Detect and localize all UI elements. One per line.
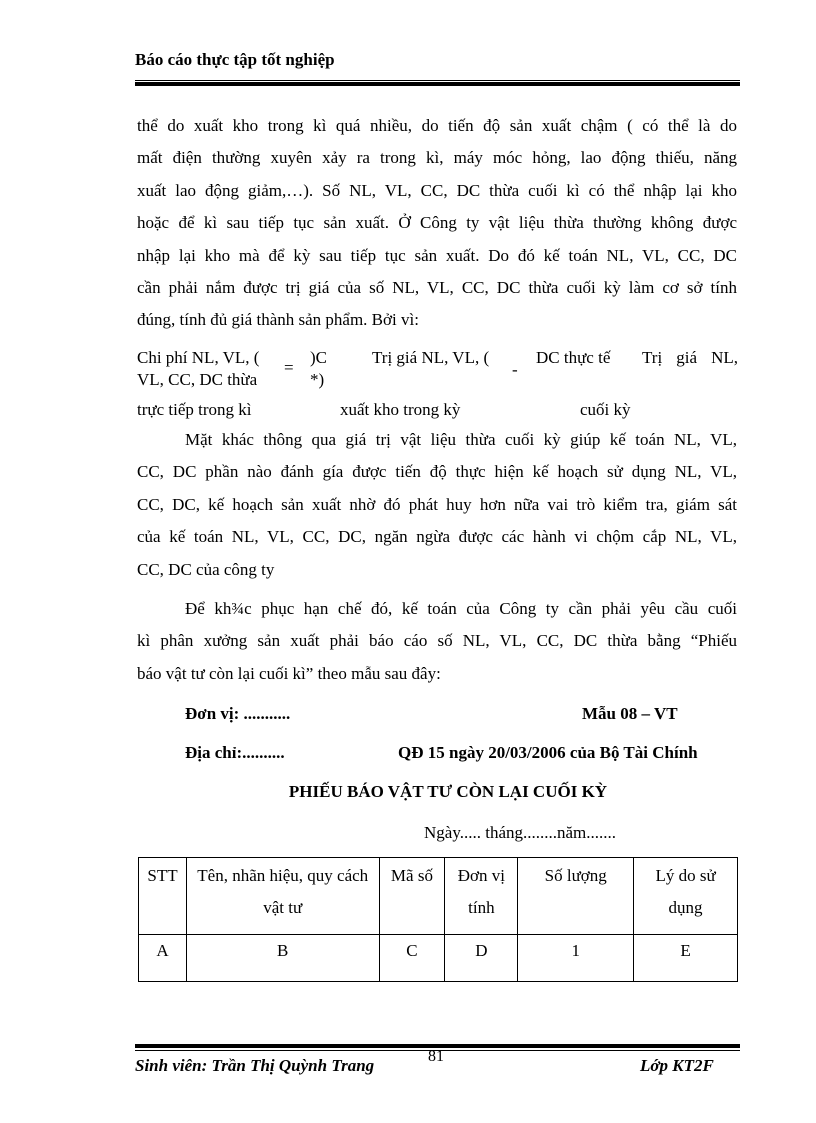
formula-term-1-line-2: VL, CC, DC thừa	[137, 370, 258, 389]
text-line: của kế toán NL, VL, CC, DC, ngăn ngừa được các hành vi chộm cắp NL, VL,	[137, 527, 737, 547]
text-line: mất điện thường xuyên xảy ra trong kì, máy móc hỏng, lao động thiếu, năng	[137, 148, 737, 168]
footer-class: Lớp KT2F	[640, 1056, 714, 1075]
text-line: cần phải nắm được trị giá của số NL, VL, CC, DC thừa cuối kỳ làm cơ sở tính	[137, 278, 737, 298]
text-line: CC, DC phần nào đánh gía được tiến độ thực hiện kế hoạch sử dụng NL, VL,	[137, 462, 737, 482]
body-paragraph-1	[137, 110, 737, 337]
formula-fragment: )C	[310, 348, 327, 367]
text-line: hoặc để kì sau tiếp tục sản xuất. Ở Công ty vật liệu thừa thường không được	[137, 213, 737, 233]
form-decision-reference: QĐ 15 ngày 20/03/2006 của Bộ Tài Chính	[398, 743, 698, 762]
formula-fragment: *)	[310, 370, 325, 389]
table-header-cell: Lý do sử dụng	[634, 858, 738, 935]
text-line: thể do xuất kho trong kì quá nhiều, do tiến độ sản xuất chậm ( có thể là do	[137, 116, 737, 135]
text-line: xuất lao động giảm,…). Số NL, VL, CC, DC thừa cuối kì có thể nhập lại kho	[137, 180, 737, 200]
text-line: đúng, tính đủ giá thành sản phẩm. Bởi vì:	[137, 310, 419, 330]
text-line: Để kh¾c phục hạn chế đó, kế toán của Công ty cần phải yêu cầu cuối	[185, 599, 737, 618]
formula-term-2-line-3: xuất kho trong kỳ	[340, 400, 461, 419]
form-code: Mẫu 08 – VT	[582, 704, 678, 723]
table-cell: C	[379, 935, 445, 982]
text-line: CC, DC, kế hoạch sản xuất nhờ đó phát huy hơn nữa vai trò kiểm tra, giám sát	[137, 494, 737, 514]
table-header-cell: Tên, nhãn hiệu, quy cách vật tư	[186, 858, 379, 935]
text-line: nhập lại kho mà để kỳ sau tiếp tục sản xuất. Do đó kế toán NL, VL, CC, DC	[137, 245, 737, 265]
page-header-title: Báo cáo thực tập tốt nghiệp	[135, 50, 335, 69]
inventory-report-table	[138, 857, 738, 982]
footer-student-name: Sinh viên: Trần Thị Quỳnh Trang	[135, 1056, 375, 1075]
text-line: báo vật tư còn lại cuối kì” theo mẫu sau đây:	[137, 663, 441, 683]
table-cell: D	[445, 935, 518, 982]
form-unit-label: Đơn vị: ...........	[185, 704, 291, 723]
formula-equals-sign: =	[284, 358, 294, 377]
header-rule-thin	[135, 80, 740, 81]
table-cell: A	[139, 935, 187, 982]
table-header-cell: Đơn vị tính	[445, 858, 518, 935]
body-paragraph-2	[137, 424, 737, 586]
table-cell: B	[186, 935, 379, 982]
formula-term-1-line-3: trực tiếp trong kì	[137, 400, 252, 419]
formula-minus-sign: -	[512, 360, 518, 379]
table-header-cell: STT	[139, 858, 187, 935]
formula-term-2-line-1: Trị giá NL, VL, (	[372, 348, 490, 367]
form-date-line: Ngày..... tháng........năm.......	[424, 823, 617, 842]
form-title: PHIẾU BÁO VẬT TƯ CÒN LẠI CUỐI KỲ	[288, 782, 608, 801]
body-paragraph-3	[137, 593, 737, 690]
formula-term-3-line-3: cuối kỳ	[580, 400, 631, 419]
table-header-cell: Mã số	[379, 858, 445, 935]
table-row	[139, 935, 738, 982]
text-line: CC, DC của công ty	[137, 559, 275, 579]
text-line: kì phân xưởng sản xuất phải báo cáo số NL, VL, CC, DC thừa bằng “Phiếu	[137, 631, 737, 651]
table-cell: E	[634, 935, 738, 982]
header-rule-thick	[135, 82, 740, 86]
formula-term-3-line-1: DC thực tế	[536, 348, 611, 367]
page-number: 81	[428, 1048, 444, 1065]
formula-term-1-line-1: Chi phí NL, VL, (	[137, 348, 260, 367]
form-address-label: Địa chỉ:..........	[185, 743, 285, 762]
table-header-row	[139, 858, 738, 935]
formula-term-4-line-1: Trị giá NL,	[642, 348, 738, 367]
table-cell: 1	[518, 935, 634, 982]
text-line: Mặt khác thông qua giá trị vật liệu thừa cuối kỳ giúp kế toán NL, VL,	[185, 430, 737, 449]
table-header-cell: Số lượng	[518, 858, 634, 935]
